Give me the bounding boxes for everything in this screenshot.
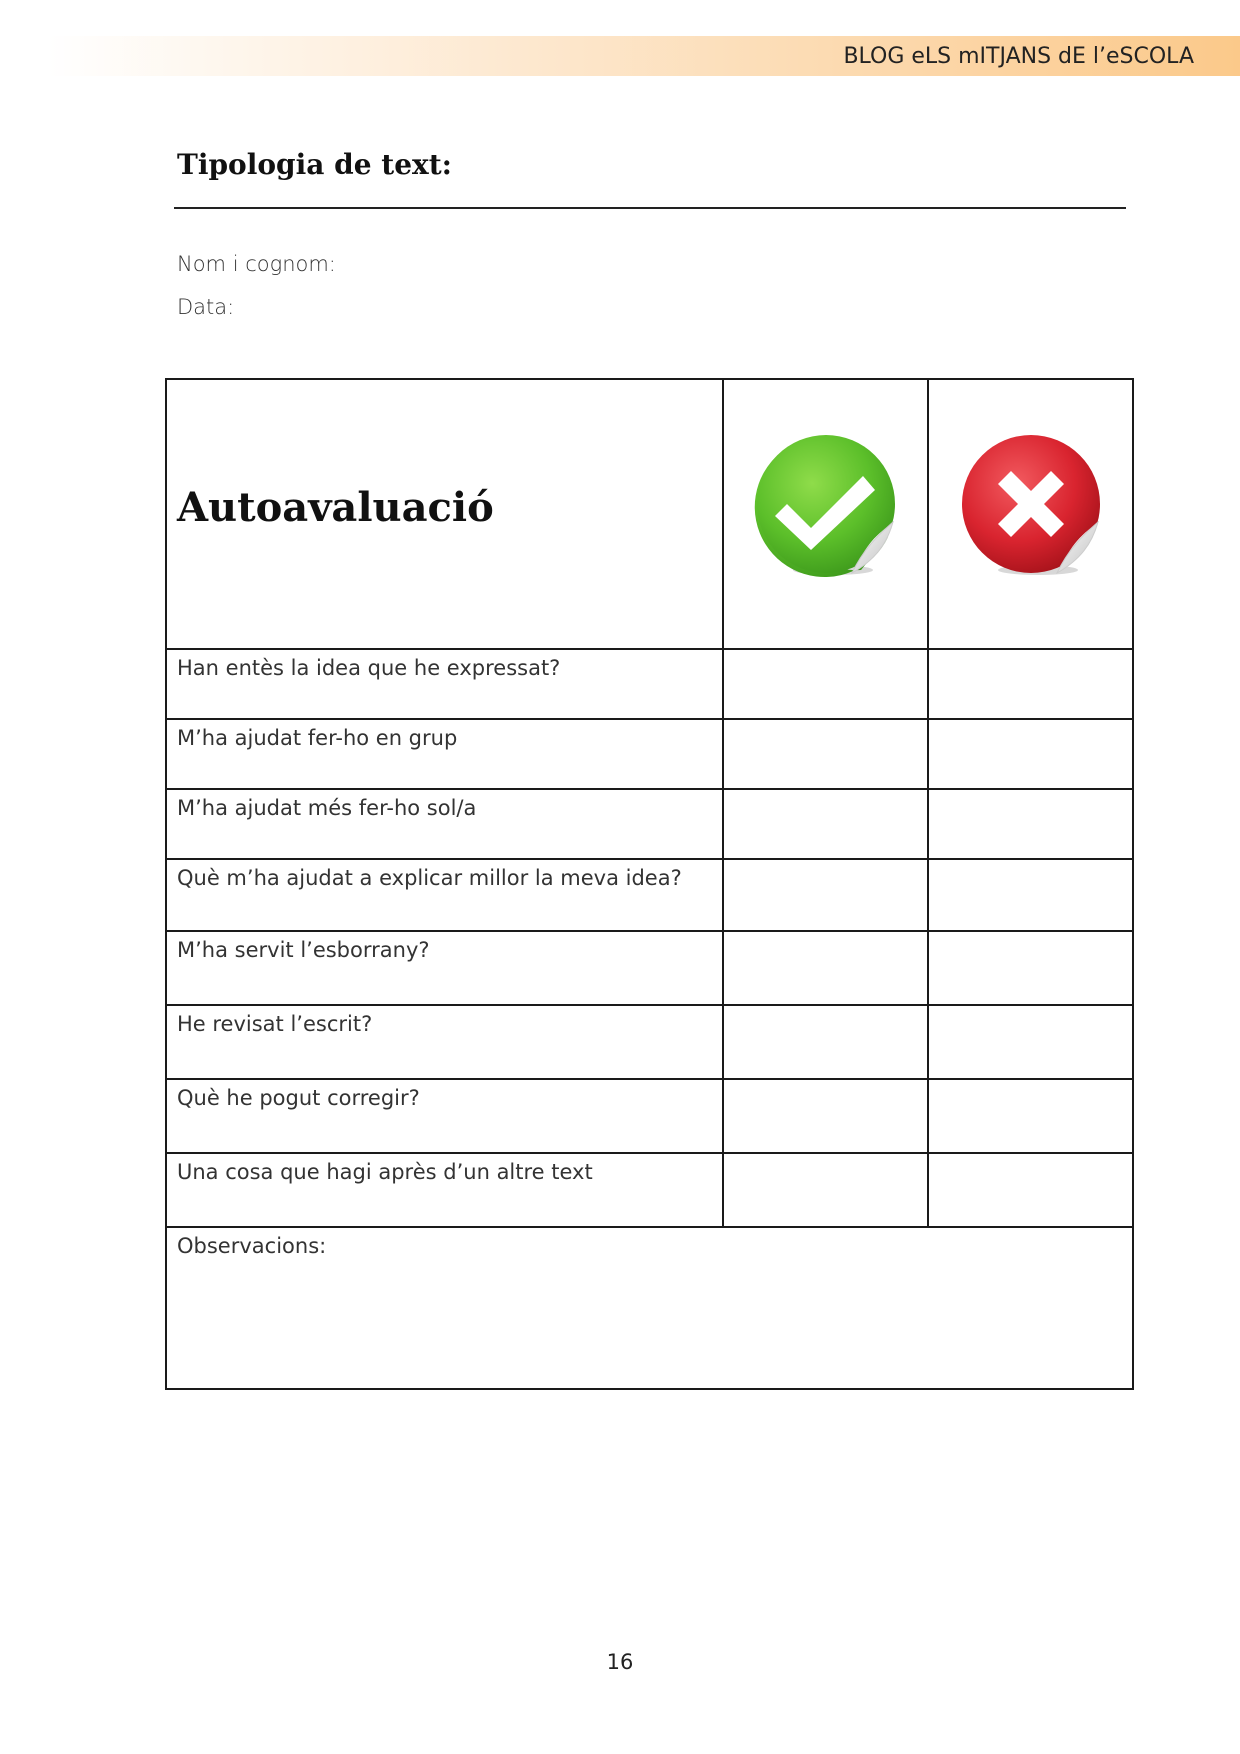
question-cell bbox=[166, 1005, 723, 1079]
table-row bbox=[166, 931, 1133, 1005]
question-cell bbox=[166, 719, 723, 789]
document-title: Tipologia de text: bbox=[177, 148, 452, 181]
no-answer-cell[interactable] bbox=[928, 649, 1133, 719]
yes-answer-cell[interactable] bbox=[723, 789, 928, 859]
question-text: He revisat l’escrit? bbox=[177, 1012, 373, 1036]
no-column-header bbox=[928, 379, 1133, 649]
no-answer-cell[interactable] bbox=[928, 859, 1133, 931]
yes-column-header bbox=[723, 379, 928, 649]
question-text: Han entès la idea que he expressat? bbox=[177, 656, 561, 680]
table-row bbox=[166, 1005, 1133, 1079]
no-answer-cell[interactable] bbox=[928, 719, 1133, 789]
question-text: Què m’ha ajudat a explicar millor la meva idea? bbox=[177, 866, 682, 890]
no-answer-cell[interactable] bbox=[928, 789, 1133, 859]
observations-row bbox=[166, 1227, 1133, 1389]
question-cell bbox=[166, 859, 723, 931]
question-cell bbox=[166, 931, 723, 1005]
yes-answer-cell[interactable] bbox=[723, 649, 928, 719]
yes-answer-cell[interactable] bbox=[723, 1153, 928, 1227]
question-text: M’ha servit l’esborrany? bbox=[177, 938, 430, 962]
self-assessment-heading: Autoavaluació bbox=[177, 483, 494, 531]
green-check-sticker-icon bbox=[751, 432, 901, 582]
title-divider bbox=[174, 207, 1126, 209]
table-row bbox=[166, 1153, 1133, 1227]
question-text: M’ha ajudat més fer-ho sol/a bbox=[177, 796, 477, 820]
table-row bbox=[166, 1079, 1133, 1153]
question-text: M’ha ajudat fer-ho en grup bbox=[177, 726, 458, 750]
no-answer-cell[interactable] bbox=[928, 1005, 1133, 1079]
page-number: 16 bbox=[606, 1650, 634, 1674]
table-row bbox=[166, 719, 1133, 789]
table-row bbox=[166, 789, 1133, 859]
no-answer-cell[interactable] bbox=[928, 931, 1133, 1005]
yes-answer-cell[interactable] bbox=[723, 1079, 928, 1153]
table-row bbox=[166, 859, 1133, 931]
question-cell bbox=[166, 1153, 723, 1227]
date-field-label: Data: bbox=[177, 295, 235, 319]
table-header-row bbox=[166, 379, 1133, 649]
yes-answer-cell[interactable] bbox=[723, 931, 928, 1005]
table-row bbox=[166, 649, 1133, 719]
no-answer-cell[interactable] bbox=[928, 1153, 1133, 1227]
observations-cell[interactable] bbox=[166, 1227, 1133, 1389]
question-cell bbox=[166, 649, 723, 719]
question-text: Una cosa que hagi après d’un altre text bbox=[177, 1160, 593, 1184]
question-text: Què he pogut corregir? bbox=[177, 1086, 420, 1110]
heading-cell bbox=[166, 379, 723, 649]
question-cell bbox=[166, 1079, 723, 1153]
no-answer-cell[interactable] bbox=[928, 1079, 1133, 1153]
red-cross-sticker-icon bbox=[956, 432, 1106, 582]
header-title: BLOG eLS mITJANS dE l’eSCOLA bbox=[843, 44, 1194, 69]
observations-label: Observacions: bbox=[177, 1234, 327, 1258]
yes-answer-cell[interactable] bbox=[723, 1005, 928, 1079]
question-cell bbox=[166, 789, 723, 859]
self-assessment-table bbox=[165, 378, 1134, 1390]
yes-answer-cell[interactable] bbox=[723, 859, 928, 931]
yes-answer-cell[interactable] bbox=[723, 719, 928, 789]
name-field-label: Nom i cognom: bbox=[177, 252, 336, 276]
